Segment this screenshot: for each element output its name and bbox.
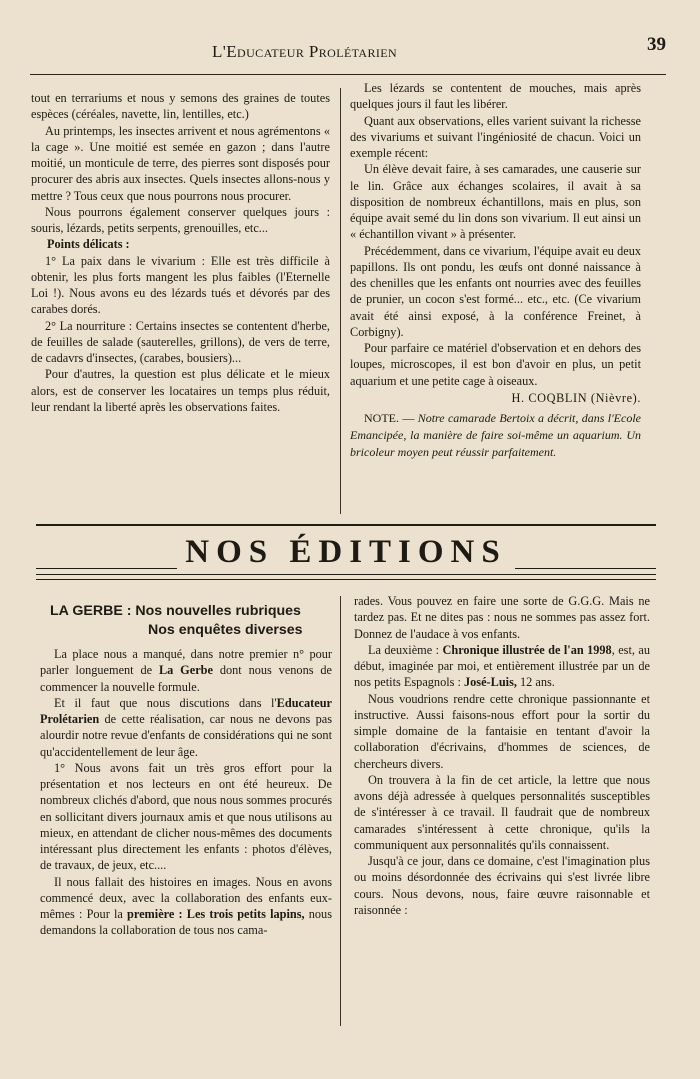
text-run: La place nous a manqué, dans notre premier n° pour parler longuement de [40, 647, 332, 678]
article-heading-line: LA GERBE : Nos nouvelles rubriques [50, 603, 301, 619]
section-banner [36, 522, 656, 586]
paragraph [40, 646, 332, 695]
subheading: Points délicats : [47, 237, 130, 252]
note-publication: Ecole Emancipée [350, 411, 641, 442]
section-title-text: NOS ÉDITIONS [177, 534, 515, 570]
paragraph: Les lézards se contentent de mouches, mais après quelques jours il faut les libérer. [350, 81, 641, 112]
paragraph: Au printemps, les insectes arrivent et nous agrémentons « la cage ». Une moitié est semée en gazon ; dans l'autre moitié, un monticule de terre, des pierres sont disposés pour procurer des abris aux insectes. Quels insectes allons-nous y mettre ? Tous ceux que nous pourrons nous procurer. [31, 123, 330, 203]
paragraph: 1° La paix dans le vivarium : Elle est très difficile à obtenir, les plus forts mangent les plus faibles (l'Eternelle Loi !). Nous avons eu des lézards tués et dévorés par des carabes dorés. [31, 253, 330, 317]
page-number: 39 [647, 34, 666, 55]
banner-rule [36, 574, 656, 575]
text-run: , est, au début, imaginée par moi, et entièrement illustrée par un de nos petits Espagnols : [354, 642, 650, 690]
paragraph: Nous voudrions rendre cette chronique passionnante et instructive. Aussi faisons-nous effort pour la sortir du simple domaine de la fantaisie en tentant d'avoir la collaboration d'écrivains, d'hommes de sciences, de chercheurs divers. [354, 691, 650, 771]
text-run: Il nous fallait des histoires en images. Nous en avons commencé deux, avec la collaboration des enfants eux-mêmes : Pour la [40, 874, 332, 921]
note-lead: NOTE. — [364, 411, 418, 425]
section-title [36, 534, 656, 571]
story-title: première : Les trois petits lapins, [127, 907, 305, 921]
text-run: dont nous venons de commencer la nouvelle formule. [40, 663, 332, 694]
article-vivarium-right-column [350, 80, 641, 461]
banner-rule [36, 524, 656, 526]
chronicle-title: Chronique illustrée de l'an 1998 [442, 642, 612, 657]
text-run: 12 ans. [516, 675, 555, 690]
paragraph: Quant aux observations, elles varient suivant la richesse des vivariums et suivant l'ingéniosité de chacun. Voici un exemple récent: [350, 113, 641, 160]
note-text: Notre camarade Bertoix a décrit, dans l' [417, 411, 614, 425]
article-vivarium-left-column [31, 90, 330, 415]
paragraph: Jusqu'à ce jour, dans ce domaine, c'est l'imagination plus ou moins désordonnée des écrivains qui s'est livrée libre cours. Nous devons, nous, faire œuvre raisonnable et raisonnée : [354, 854, 650, 917]
publication-name: La Gerbe [158, 663, 213, 678]
paragraph: On trouvera à la fin de cet article, la lettre que nous avons déjà adressée à quelques personnalités susceptibles de s'intéresser à ce travail. Il faudrait que de nombreux camarades s'intéressent à cette chronique, qu'ils la communiquent aux personnalités qu'ils connaissent. [354, 772, 650, 852]
illustrator-name: José-Luis, [464, 675, 517, 690]
paragraph [40, 874, 332, 939]
paragraph: Nous pourrons également conserver quelques jours : souris, lézards, petits serpents, grenouilles, etc... [31, 204, 330, 235]
paragraph: Pour d'autres, la question est plus délicate et le mieux alors, est de conserver les locataires un temps plus réduit, leur rendant la liberté après les observations faites. [31, 367, 330, 414]
banner-rule [36, 579, 656, 580]
text-run: de cette réalisation, car nous ne devons pas alourdir notre revue d'enfants de considérations qui ne sont qu'accidentellement de leur âge. [40, 712, 332, 759]
paragraph: rades. Vous pouvez en faire une sorte de G.G.G. Mais ne tardez pas. Et ne dites pas : nous ne sommes pas assez fort. Donnez de l'audace à vos enfants. [354, 594, 650, 641]
paragraph: tout en terrariums et nous y semons des graines de toutes espèces (céréales, navette, lin, lentilles, etc.) [31, 91, 330, 122]
paragraph: Un élève devait faire, à ses camarades, une causerie sur le lin. Grâce aux échanges scolaires, il avait à sa disposition de nombreux échantillons, mais en plus, son équipe avait semé du lin dons son vivarium. Il eut ainsi un « échantillon vivant » à présenter. [350, 162, 641, 242]
article-gerbe-left-column [40, 602, 332, 939]
page-header [30, 28, 666, 75]
paragraph [354, 642, 650, 691]
paragraph: 2° La nourriture : Certains insectes se contentent d'herbe, de feuilles de salade (sauterelles, grillons), de vers de terre, de cadavrs d'insectes, (carabes, bousiers)... [31, 318, 330, 365]
paragraph: Pour parfaire ce matériel d'observation et en dehors des loupes, microscopes, il est bon d'avoir en plus, un petit aquarium et une petite cage à oiseaux. [350, 341, 641, 388]
article-gerbe-right-column [354, 593, 650, 918]
editor-note [350, 410, 641, 461]
column-divider [340, 88, 341, 514]
paragraph [40, 695, 332, 760]
column-divider [340, 596, 341, 1026]
article-heading [50, 602, 332, 640]
paragraph: 1° Nous avons fait un très gros effort pour la présentation et nos lecteurs en ont été heureux. De nombreux clichés d'abord, que nous nous sommes procurés en sollicitant divers journaux amis et que nous utilisons au mieux, en attendant de clicher nous-mêmes des documents intéressant plus directement les enfants : photos d'élèves, de travaux, de jeux, etc.... [40, 760, 332, 873]
text-run: nous demandons la collaboration de tous nos cama- [40, 907, 332, 938]
text-run: Et il faut que nous discutions dans l' [54, 695, 277, 710]
note-text: , la manière de faire soi-même un aquarium. Un bricoleur moyen peut réussir parfaitement. [350, 428, 641, 459]
text-run: La deuxième : [368, 642, 443, 657]
paragraph: Précédemment, dans ce vivarium, l'équipe avait eu deux papillons. Ils ont pondu, les œufs ont donné naissance à des chenilles que les enfants ont nourries avec des feuilles de prunier, un cocon s'est formé... etc., etc. (Ce vivarium avait été ainsi exposé, à la conférence Freinet, à Corbigny). [350, 243, 641, 339]
publication-name: Educateur Prolétarien [40, 695, 332, 726]
running-title: L'Educateur Prolétarien [212, 42, 398, 61]
article-heading-line: Nos enquêtes diverses [148, 622, 303, 638]
author-signature: H. COQBLIN (Nièvre). [511, 390, 641, 405]
